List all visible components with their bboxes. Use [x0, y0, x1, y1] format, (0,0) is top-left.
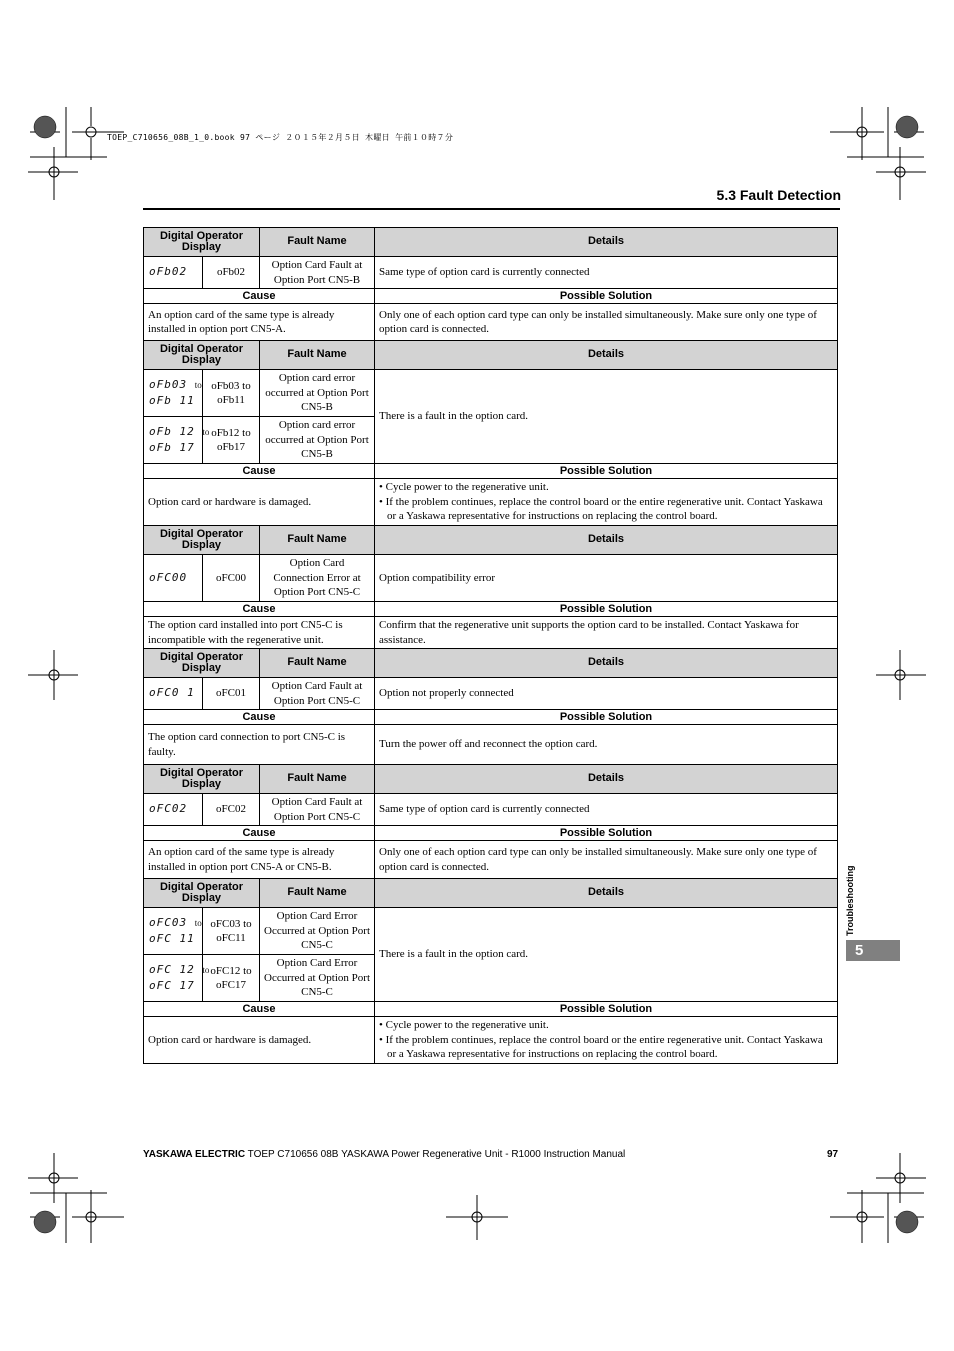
fault-code: oFC01: [203, 678, 260, 710]
print-metadata: TOEP_C710656_08B_1_0.book 97 ページ ２０１５年２月５日 木曜日 午前１０時７分: [107, 133, 454, 142]
page-number: 97: [827, 1149, 839, 1160]
fault-details: Same type of option card is currently connected: [375, 794, 838, 826]
col-details-header: Details: [375, 228, 838, 257]
fault-name: Option Card Error Occurred at Option Port CN5-C: [260, 908, 375, 955]
col-display-header: Digital Operator Display: [144, 526, 260, 555]
col-display-header: Digital Operator Display: [144, 879, 260, 908]
fault-name: Option Card Fault at Option Port CN5-C: [260, 678, 375, 710]
fault-cause: An option card of the same type is already installed in option port CN5-A.: [144, 304, 375, 341]
fault-details: There is a fault in the option card.: [375, 370, 838, 464]
chapter-tab: 5: [846, 940, 900, 961]
fault-details: Option compatibility error: [375, 555, 838, 602]
fault-name: Option Card Fault at Option Port CN5-B: [260, 257, 375, 289]
fault-cause: Option card or hardware is damaged.: [144, 479, 375, 526]
operator-display-code: oFC02: [144, 794, 203, 826]
col-details-header: Details: [375, 341, 838, 370]
col-display-header: Digital Operator Display: [144, 649, 260, 678]
solution-bullet: • If the problem continues, replace the control board or the entire regenerative unit. Contact Yaskawa or a Yaskawa representative for instructions on replacing the control board.: [379, 495, 823, 523]
operator-display-code: oFb 12 to oFb 17: [144, 417, 203, 464]
col-fault-name-header: Fault Name: [260, 879, 375, 908]
fault-solution: Only one of each option card type can only be installed simultaneously. Make sure only one type of option card is connected.: [375, 304, 838, 341]
cause-header: Cause: [144, 710, 375, 725]
fault-name: Option Card Error Occurred at Option Port CN5-C: [260, 955, 375, 1002]
solution-bullet: • Cycle power to the regenerative unit.: [379, 1019, 549, 1032]
operator-display-code: oFC03 to oFC 11: [144, 908, 203, 955]
fault-name: Option Card Fault at Option Port CN5-C: [260, 794, 375, 826]
cause-header: Cause: [144, 464, 375, 479]
fault-code: oFb02: [203, 257, 260, 289]
operator-display-code: oFb02: [144, 257, 203, 289]
fault-name: Option card error occurred at Option Port CN5-B: [260, 370, 375, 417]
fault-name: Option card error occurred at Option Port CN5-B: [260, 417, 375, 464]
fault-solution: Turn the power off and reconnect the option card.: [375, 725, 838, 765]
solution-header: Possible Solution: [375, 289, 838, 304]
col-display-header: Digital Operator Display: [144, 765, 260, 794]
operator-display-code: oFC00: [144, 555, 203, 602]
col-fault-name-header: Fault Name: [260, 649, 375, 678]
solution-header: Possible Solution: [375, 602, 838, 617]
solution-bullet: • Cycle power to the regenerative unit.: [379, 481, 549, 494]
fault-details: There is a fault in the option card.: [375, 908, 838, 1002]
chapter-side-label: Troubleshooting: [845, 865, 855, 936]
col-fault-name-header: Fault Name: [260, 228, 375, 257]
registration-target-icons: [49, 127, 905, 1222]
col-display-header: Digital Operator Display: [144, 228, 260, 257]
cause-header: Cause: [144, 602, 375, 617]
solution-header: Possible Solution: [375, 1002, 838, 1017]
fault-name: Option Card Connection Error at Option Port CN5-C: [260, 555, 375, 602]
operator-display-code: oFC 12 to oFC 17: [144, 955, 203, 1002]
operator-display-code: oFb03 to oFb 11: [144, 370, 203, 417]
fault-solution: Confirm that the regenerative unit supports the option card to be installed. Contact Yaskawa for assistance.: [375, 617, 838, 649]
fault-cause: Option card or hardware is damaged.: [144, 1017, 375, 1064]
col-fault-name-header: Fault Name: [260, 526, 375, 555]
registration-disc-icons: [34, 116, 918, 1233]
col-details-header: Details: [375, 526, 838, 555]
fault-code: oFC00: [203, 555, 260, 602]
operator-display-code: oFC0 1: [144, 678, 203, 710]
col-fault-name-header: Fault Name: [260, 765, 375, 794]
col-display-header: Digital Operator Display: [144, 341, 260, 370]
section-title: 5.3 Fault Detection: [716, 187, 841, 203]
footer-brand: YASKAWA ELECTRIC: [143, 1149, 246, 1160]
cause-header: Cause: [144, 1002, 375, 1017]
fault-details: Option not properly connected: [375, 678, 838, 710]
fault-code: oFb12 to oFb17: [203, 417, 260, 464]
cause-header: Cause: [144, 826, 375, 841]
solution-header: Possible Solution: [375, 710, 838, 725]
fault-cause: An option card of the same type is already installed in option port CN5-A or CN5-B.: [144, 841, 375, 879]
solution-header: Possible Solution: [375, 826, 838, 841]
col-details-header: Details: [375, 879, 838, 908]
cause-header: Cause: [144, 289, 375, 304]
footer-doc: TOEP C710656 08B YASKAWA Power Regenerative Unit - R1000 Instruction Manual: [245, 1149, 626, 1160]
fault-code: oFC02: [203, 794, 260, 826]
fault-cause: The option card connection to port CN5-C is faulty.: [144, 725, 375, 765]
col-details-header: Details: [375, 649, 838, 678]
fault-cause: The option card installed into port CN5-C is incompatible with the regenerative unit.: [144, 617, 375, 649]
fault-code: oFC12 to oFC17: [203, 955, 260, 1002]
fault-details: Same type of option card is currently connected: [375, 257, 838, 289]
col-details-header: Details: [375, 765, 838, 794]
solution-header: Possible Solution: [375, 464, 838, 479]
col-fault-name-header: Fault Name: [260, 341, 375, 370]
solution-bullet: • If the problem continues, replace the control board or the entire regenerative unit. Contact Yaskawa or a Yaskawa representative for instructions on replacing the control board.: [379, 1033, 823, 1061]
fault-solution: Only one of each option card type can only be installed simultaneously. Make sure only one type of option card is connected.: [375, 841, 838, 879]
fault-code: oFb03 to oFb11: [203, 370, 260, 417]
fault-code: oFC03 to oFC11: [203, 908, 260, 955]
